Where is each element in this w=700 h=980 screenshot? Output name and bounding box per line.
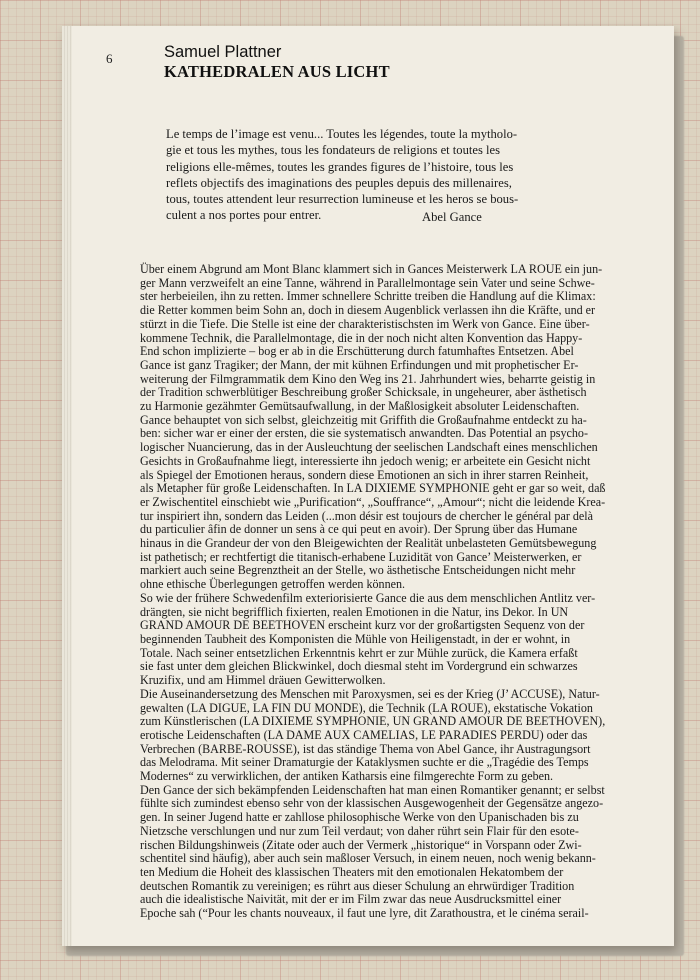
body-line: Epoche sah (“Pour les chants nouveaux, il faut une lyre, dit Zarathoustra, et le cinéma serail- xyxy=(140,906,589,921)
body-line: Den Gance der sich bekämpfenden Leidenschaften hat man einen Romantiker genannt; er selbst xyxy=(140,782,605,797)
body-line: Modernes“ zu verwirklichen, der antiken Katharsis eine filmgerechte Form zu geben. xyxy=(140,769,554,784)
body-line: stürzt in die Tiefe. Die Stelle ist eine der charakteristischsten im Werk von Gance. Eine über- xyxy=(140,316,590,331)
epigraph-line: reflets objectifs des imaginations des peuples depuis des millenaires, xyxy=(166,175,512,190)
body-text xyxy=(140,263,674,921)
body-line: ohne ethische Überlegungen getroffen werden können. xyxy=(140,577,406,592)
epigraph-line: religions elle-mêmes, toutes les grandes figures de l’histoire, tous les xyxy=(166,159,514,174)
body-line: fühlte sich zumindest ebenso sehr von der klassischen Ausgewogenheit der Gegensätze angezo- xyxy=(140,796,604,811)
epigraph-line: Le temps de l’image est venu... Toutes les légendes, toute la mytholo- xyxy=(166,127,518,141)
body-line: Totale. Nach seiner entsetzlichen Erkenntnis kehrt er zur Mühle zurück, die Kamera erfaßt xyxy=(140,645,578,660)
book-page xyxy=(62,26,674,946)
body-line: sie fast unter dem gleichen Blickwinkel, doch diesmal steht im Vordergrund ein schwarzes xyxy=(140,659,578,674)
body-line: die Retter kommen beim Sohn an, doch in diesem Augenblick verlassen ihn die Kräfte, und er xyxy=(140,303,596,318)
body-line: Nietzsche verschlungen und nur zum Teil verdaut; von daher rührt sein Flair für den esote- xyxy=(140,823,579,838)
body-line: deutschen Romantik zu vereinigen; es rührt aus dieser Schulung an ehrwürdiger Tradition xyxy=(140,878,575,893)
body-line: Gesichts in Großaufnahme liegt, interessierte ihn jedoch wenig; er arbeitete ein Gesicht nicht xyxy=(140,453,591,468)
body-line: hinaus in die Grandeur der von den Bleigewichten der Realität unbelasteten Gemütsbewegung xyxy=(140,536,597,551)
body-line: kommene Technik, die Parallelmontage, die in der noch nicht alten Konvention das Happy- xyxy=(140,330,583,345)
body-line: ben: sicher war er einer der ersten, die sie systematisch anwandten. Das Potential an psycho- xyxy=(140,426,588,441)
article-title: KATHEDRALEN AUS LICHT xyxy=(164,62,390,81)
body-line: das Melodrama. Mit seiner Dramaturgie der Kataklysmen suchte er die „Tragédie des Temps xyxy=(140,755,589,770)
epigraph-line: gie et tous les mythes, tous les fondateurs de religions et toutes les xyxy=(166,143,501,158)
article-author: Samuel Plattner xyxy=(164,43,282,61)
body-line: gewalten (LA DIGUE, LA FIN DU MONDE), die Technik (LA ROUE), ekstatische Vokation xyxy=(140,700,593,715)
body-line: beginnenden Taubheit des Komponisten die Mühle von Heiligenstadt, in der er wohnt, in xyxy=(140,631,571,646)
body-line: markiert auch seine Begrenztheit an der Stelle, wo ästhetische Entscheidungen nicht mehr xyxy=(140,563,576,578)
page-number: 6 xyxy=(106,51,113,66)
body-line: Gance ist ganz Tragiker; der Mann, der mit kühnen Erfindungen und mit prophetischer Er- xyxy=(140,357,579,372)
body-line: Gance behauptet von sich selbst, gleichzeitig mit Griffith die Großaufnahme entdeckt zu ha- xyxy=(140,412,587,427)
body-line: weiterung der Filmgrammatik dem Kino den Weg ins 21. Jahrhundert wies, beharrte geistig in xyxy=(140,371,596,386)
body-line: der Tradition schwerblütiger Beschreibung großer Schicksale, in ungeheurer, aber ästhetisch xyxy=(140,385,587,400)
body-line: ten Medium die Hoheit des klassischen Theaters mit den emotionalen Hekatombem der xyxy=(140,864,564,879)
body-line: als Metapher für große Leidenschaften. In LA DIXIEME SYMPHONIE geht er gar so weit, daß xyxy=(140,481,606,496)
body-line: End schon implizierte – bog er ab in die Erschütterung durch fatumhaftes Entsetzen. Abel xyxy=(140,344,574,359)
body-line: tur inspiriert ihn, sondern das Leiden (...mon désir est toujours de chercher le général par delà xyxy=(140,508,594,523)
body-line: Kruzifix, und am Himmel dräuen Gewitterwolken. xyxy=(140,673,386,688)
body-line: auch die idealistische Naivität, mit der er im Film zwar das neue Ausdrucksmittel einer xyxy=(140,892,562,907)
body-line: ster herbeieilen, ihn zu retten. Immer schnellere Schritte treiben die Handlung auf die Klimax: xyxy=(140,289,596,304)
body-line: erotische Leidenschaften (LA DAME AUX CAMELIAS, LE PARADIES PERDU) oder das xyxy=(140,727,588,742)
body-line: Verbrechen (BARBE-ROUSSE), ist das ständige Thema von Abel Gance, ihr Austragungsort xyxy=(140,741,591,756)
body-line: So wie der frühere Schwedenfilm exteriorisierte Gance die aus dem menschlichen Antlitz ver- xyxy=(140,590,596,605)
body-line: als Spiegel der Emotionen heraus, sondern diese Emotionen an sich in ihrer starren Reinheit, xyxy=(140,467,589,482)
body-line: er Zwischentitel einschiebt wie „Purification“, „Souffrance“, „Amour“; nicht die leidende Krea- xyxy=(140,494,606,509)
body-line: ist pathetisch; er rechtfertigt die titanisch-erhabene Luzidität von Gance’ Meisterwerken, er xyxy=(140,549,582,564)
body-line: Die Auseinandersetzung des Menschen mit Paroxysmen, sei es der Krieg (J’ ACCUSE), Natur- xyxy=(140,686,600,701)
body-line: gen. In seiner Jugend hatte er zahllose philosophische Werke von den Upanischaden bis zu xyxy=(140,810,579,825)
epigraph-attribution: Abel Gance xyxy=(422,210,482,224)
body-line: ger Mann verzweifelt an eine Tanne, während in Parallelmontage sein Vater und seine Schwe- xyxy=(140,275,595,290)
page-edges xyxy=(62,26,72,946)
body-line: drängten, sie nicht begrifflich fixierten, realen Emotionen in die Natur, ins Dekor. In UN xyxy=(140,604,569,619)
epigraph-line: tous, toutes attendent leur resurrection lumineuse et les heros se bous- xyxy=(166,192,519,207)
body-line: Über einem Abgrund am Mont Blanc klammert sich in Gances Meisterwerk LA ROUE ein jun- xyxy=(140,262,603,276)
body-line: schentitel sind häufig), aber auch sein maßloser Versuch, in einem neuen, noch wenig bekann- xyxy=(140,851,596,866)
body-line: zu Harmonie gezähmter Gemütsaufwallung, in der Maßlosigkeit absoluter Leidenschaften. xyxy=(140,399,580,414)
epigraph-line: culent a nos portes pour entrer. xyxy=(166,208,322,223)
body-line: rischen Bildungshinweis (Zitate oder auch der Vermerk „historique“ in Vorspann oder Zwi- xyxy=(140,837,582,852)
body-line: GRAND AMOUR DE BEETHOVEN erscheint kurz vor der großartigsten Sequenz von der xyxy=(140,618,585,633)
body-line: zum Künstlerischen (LA DIXIEME SYMPHONIE, UN GRAND AMOUR DE BEETHOVEN), xyxy=(140,714,606,729)
body-line: du particulier âfin de donner un sens à ce qui peut en avoir). Der Sprung über das Humane xyxy=(140,522,578,537)
body-line: logischer Nuancierung, das in der Ausleuchtung der seelischen Landschaft eines menschlichen xyxy=(140,440,598,455)
